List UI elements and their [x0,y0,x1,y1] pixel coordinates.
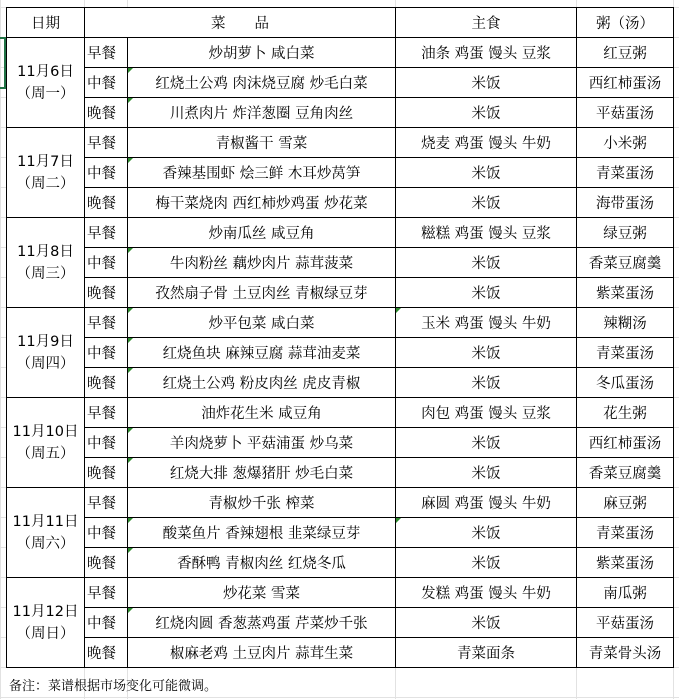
table-row [7,158,674,188]
table-row [7,608,674,638]
staple-cell[interactable]: 米饭 [396,608,577,638]
weekday-label: （周二） [16,175,75,192]
meal-cell[interactable]: 早餐 [85,128,128,158]
soup-cell[interactable]: 香菜豆腐羹 [577,458,674,488]
table-row [7,638,674,668]
dishes-cell[interactable]: 青椒酱干 雪菜 [128,128,396,158]
soup-cell[interactable]: 南瓜粥 [577,578,674,608]
table-row [7,308,674,338]
dishes-cell[interactable]: 香酥鸭 青椒肉丝 红烧冬瓜 [128,548,396,578]
soup-cell[interactable]: 辣糊汤 [577,308,674,338]
soup-cell[interactable]: 青菜蛋汤 [577,158,674,188]
soup-cell[interactable]: 冬瓜蛋汤 [577,368,674,398]
date-cell[interactable] [7,398,85,488]
staple-cell[interactable]: 麻圆 鸡蛋 馒头 牛奶 [396,488,577,518]
staple-cell[interactable]: 米饭 [396,458,577,488]
date-label: 11月8日 [17,243,74,260]
meal-cell[interactable]: 晚餐 [85,638,128,668]
table-row [7,38,674,68]
date-label: 11月10日 [12,423,79,440]
table-row [7,518,674,548]
meal-cell[interactable]: 中餐 [85,428,128,458]
soup-cell[interactable]: 海带蛋汤 [577,188,674,218]
table-row [7,128,674,158]
dishes-cell[interactable]: 椒麻老鸡 土豆肉片 蒜茸生菜 [128,638,396,668]
table-row [7,248,674,278]
header-dishes[interactable]: 菜 品 [85,8,396,38]
table-row [7,428,674,458]
table-row [7,218,674,248]
soup-cell[interactable]: 香菜豆腐羹 [577,248,674,278]
dishes-cell[interactable]: 炒胡萝卜 咸白菜 [128,38,396,68]
table-row [7,338,674,368]
weekday-label: （周六） [16,535,75,552]
weekday-label: （周三） [16,265,75,282]
soup-cell[interactable]: 红豆粥 [577,38,674,68]
soup-cell[interactable]: 紫菜蛋汤 [577,548,674,578]
meal-cell[interactable]: 晚餐 [85,368,128,398]
staple-cell[interactable]: 发糕 鸡蛋 馒头 牛奶 [396,578,577,608]
date-cell[interactable] [7,488,85,578]
soup-cell[interactable]: 青菜蛋汤 [577,518,674,548]
meal-cell[interactable]: 早餐 [85,38,128,68]
dishes-cell[interactable]: 香辣基围虾 烩三鲜 木耳炒莴笋 [128,158,396,188]
meal-cell[interactable]: 晚餐 [85,278,128,308]
meal-cell[interactable]: 早餐 [85,578,128,608]
table-row [7,548,674,578]
table-row [7,68,674,98]
dishes-cell[interactable]: 红烧鱼块 麻辣豆腐 蒜茸油麦菜 [128,338,396,368]
table-row [7,368,674,398]
table-row [7,458,674,488]
date-label: 11月9日 [17,333,74,350]
staple-cell[interactable]: 米饭 [396,248,577,278]
meal-cell[interactable]: 中餐 [85,518,128,548]
staple-cell[interactable]: 米饭 [396,158,577,188]
header-staple[interactable]: 主食 [396,8,577,38]
weekday-label: （周日） [16,625,75,642]
meal-cell[interactable]: 晚餐 [85,98,128,128]
dishes-cell[interactable]: 红烧大排 葱爆猪肝 炒毛白菜 [128,458,396,488]
table-row [7,488,674,518]
dishes-cell[interactable]: 梅干菜烧肉 西红柿炒鸡蛋 炒花菜 [128,188,396,218]
date-label: 11月6日 [17,63,74,80]
meal-cell[interactable]: 早餐 [85,398,128,428]
staple-cell[interactable]: 肉包 鸡蛋 馒头 豆浆 [396,398,577,428]
table-row [7,278,674,308]
meal-cell[interactable]: 中餐 [85,68,128,98]
meal-cell[interactable]: 中餐 [85,338,128,368]
dishes-cell[interactable]: 油炸花生米 咸豆角 [128,398,396,428]
soup-cell[interactable]: 青菜蛋汤 [577,338,674,368]
staple-cell[interactable]: 米饭 [396,368,577,398]
header-soup[interactable]: 粥（汤） [577,8,674,38]
dishes-cell[interactable]: 羊肉烧萝卜 平菇浦蛋 炒乌菜 [128,428,396,458]
staple-cell[interactable]: 米饭 [396,68,577,98]
dishes-cell[interactable]: 川煮肉片 炸洋葱圈 豆角肉丝 [128,98,396,128]
staple-cell[interactable]: 玉米 鸡蛋 馒头 牛奶 [396,308,577,338]
dishes-cell[interactable]: 酸菜鱼片 香辣翅根 韭菜绿豆芽 [128,518,396,548]
header-row [7,8,674,38]
staple-cell[interactable]: 烧麦 鸡蛋 馒头 牛奶 [396,128,577,158]
staple-cell[interactable]: 米饭 [396,278,577,308]
date-cell[interactable] [7,38,85,128]
date-cell[interactable] [7,578,85,668]
date-cell[interactable] [7,128,85,218]
staple-cell[interactable]: 米饭 [396,188,577,218]
meal-cell[interactable]: 早餐 [85,308,128,338]
date-cell[interactable] [7,308,85,398]
table-row [7,578,674,608]
soup-cell[interactable]: 紫菜蛋汤 [577,278,674,308]
note-text: 备注：菜谱根据市场变化可能微调。 [9,679,218,694]
weekday-label: （周一） [16,85,75,102]
staple-cell[interactable]: 米饭 [396,338,577,368]
dishes-cell[interactable]: 炒花菜 雪菜 [128,578,396,608]
meal-cell[interactable]: 中餐 [85,248,128,278]
staple-cell[interactable]: 糍糕 鸡蛋 馒头 豆浆 [396,218,577,248]
soup-cell[interactable]: 绿豆粥 [577,218,674,248]
date-label: 11月7日 [17,153,74,170]
meal-cell[interactable]: 早餐 [85,488,128,518]
table-row [7,188,674,218]
staple-cell[interactable]: 青菜面条 [396,638,577,668]
staple-cell[interactable]: 米饭 [396,428,577,458]
meal-cell[interactable]: 中餐 [85,608,128,638]
date-label: 11月11日 [12,513,79,530]
soup-cell[interactable]: 麻豆粥 [577,488,674,518]
soup-cell[interactable]: 青菜骨头汤 [577,638,674,668]
staple-cell[interactable]: 米饭 [396,548,577,578]
meal-cell[interactable]: 早餐 [85,218,128,248]
soup-cell[interactable]: 平菇蛋汤 [577,98,674,128]
dishes-cell[interactable]: 炒平包菜 咸白菜 [128,308,396,338]
staple-cell[interactable]: 米饭 [396,98,577,128]
dishes-cell[interactable]: 红烧土公鸡 粉皮肉丝 虎皮青椒 [128,368,396,398]
dishes-cell[interactable]: 红烧土公鸡 肉沫烧豆腐 炒毛白菜 [128,68,396,98]
dishes-cell[interactable]: 孜然扇子骨 土豆肉丝 青椒绿豆芽 [128,278,396,308]
soup-cell[interactable]: 花生粥 [577,398,674,428]
weekday-label: （周四） [16,355,75,372]
weekday-label: （周五） [16,445,75,462]
dishes-cell[interactable]: 炒南瓜丝 咸豆角 [128,218,396,248]
dishes-cell[interactable]: 青椒炒千张 榨菜 [128,488,396,518]
menu-table [6,7,674,668]
soup-cell[interactable]: 西红柿蛋汤 [577,68,674,98]
staple-cell[interactable]: 油条 鸡蛋 馒头 豆浆 [396,38,577,68]
meal-cell[interactable]: 中餐 [85,158,128,188]
date-cell[interactable] [7,218,85,308]
dishes-cell[interactable]: 红烧肉圆 香葱蒸鸡蛋 芹菜炒千张 [128,608,396,638]
meal-cell[interactable]: 晚餐 [85,188,128,218]
table-row [7,398,674,428]
soup-cell[interactable]: 平菇蛋汤 [577,608,674,638]
header-date[interactable]: 日期 [7,8,85,38]
soup-cell[interactable]: 西红柿蛋汤 [577,428,674,458]
meal-cell[interactable]: 晚餐 [85,548,128,578]
soup-cell[interactable]: 小米粥 [577,128,674,158]
meal-cell[interactable]: 晚餐 [85,458,128,488]
table-row [7,98,674,128]
date-label: 11月12日 [12,603,79,620]
staple-cell[interactable]: 米饭 [396,518,577,548]
dishes-cell[interactable]: 牛肉粉丝 藕炒肉片 蒜茸菠菜 [128,248,396,278]
